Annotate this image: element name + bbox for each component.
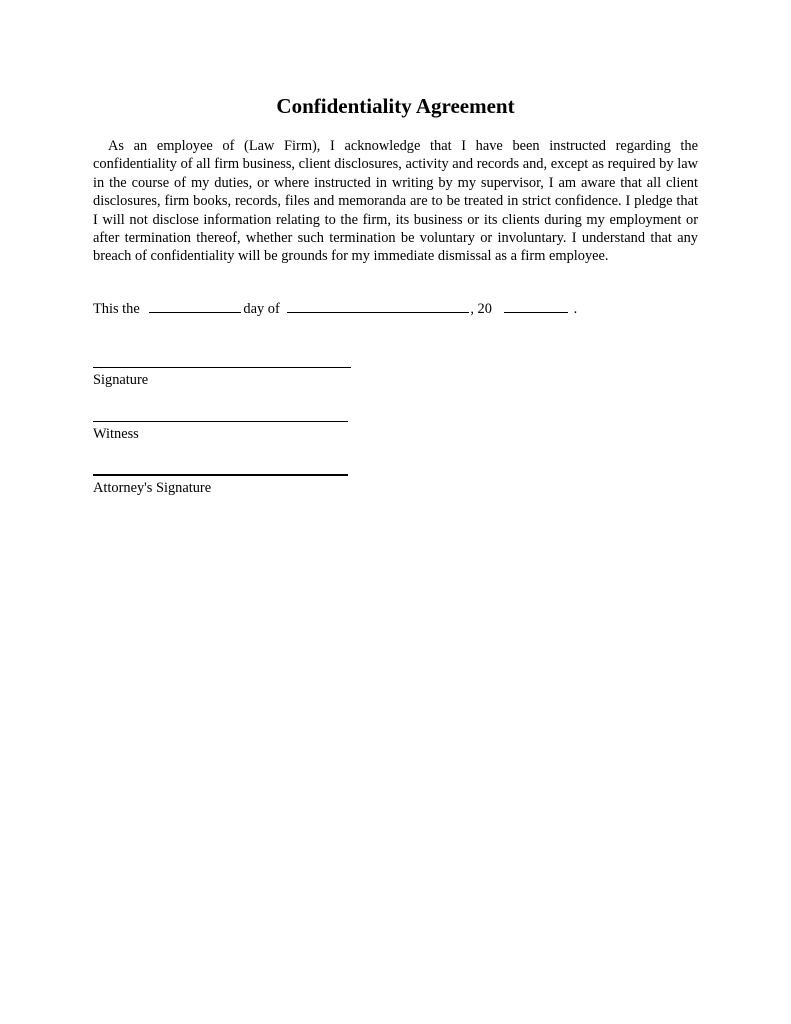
month-blank [287,298,469,313]
date-line [93,298,698,319]
document-title: Confidentiality Agreement [276,94,515,118]
attorney-signature-block [93,474,348,497]
attorney-signature-line [93,474,348,476]
date-prefix: This the [93,301,140,317]
witness-line [93,421,348,422]
witness-label: Witness [93,426,139,442]
year-prefix: , 20 [470,301,492,317]
day-of-label: day of [243,301,280,317]
agreement-paragraph: As an employee of (Law Firm), I acknowledge that I have been instructed regarding the confidentiality of all firm business, client disclosures, activity and records and, except as required by law in the course of my duties, or where instructed in writing by my supervisor, I am aware that all client disclosures, firm books, records, files and memoranda are to be treated in strict confidence. I pledge that I will not disclose information relating to the firm, its business or its clients during my employment or after termination thereof, whether such termination be voluntary or involuntary. I understand that any breach of confidentiality will be grounds for my immediate dismissal as a firm employee. [93,138,698,265]
signature-block [93,367,351,389]
attorney-signature-label: Attorney's Signature [93,480,212,496]
signature-label: Signature [93,372,149,388]
signature-line [93,367,351,368]
witness-block [93,421,348,443]
date-suffix: . [573,301,578,317]
day-blank [149,298,241,313]
year-blank [504,298,568,313]
